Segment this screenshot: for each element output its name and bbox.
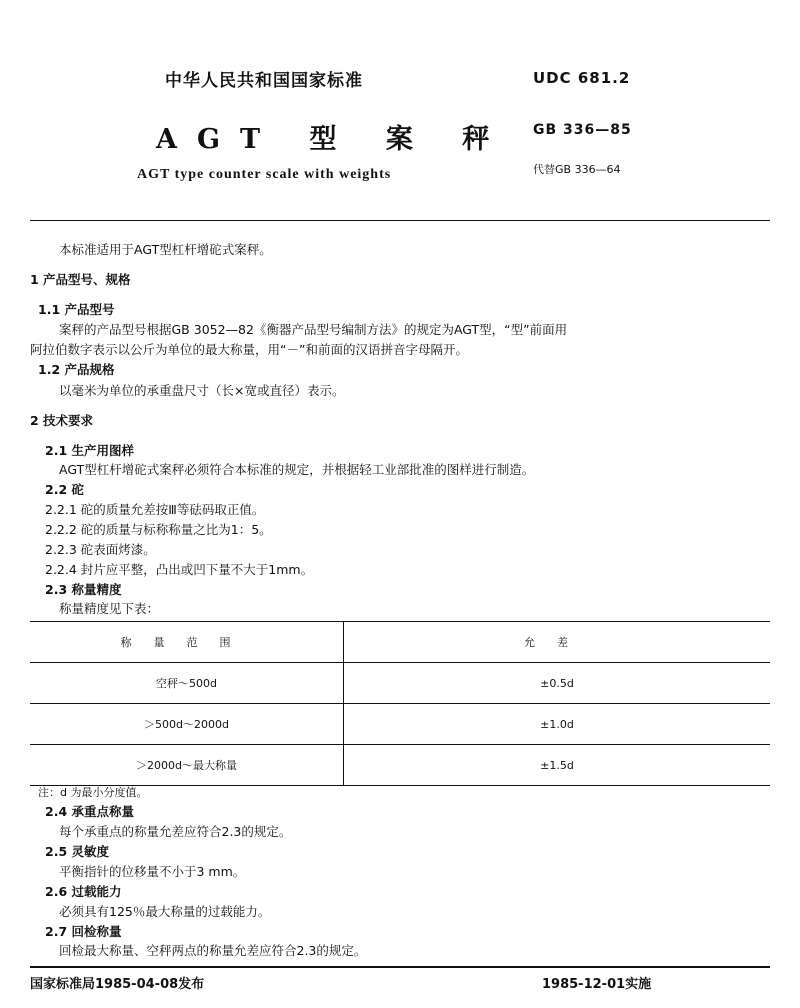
standard-name: 中华人民共和国国家标准 <box>165 71 363 91</box>
table-row <box>30 704 770 745</box>
section-1-1-text-cont: 阿拉伯数字表示以公斤为单位的最大称量，用“－”和前面的汉语拼音字母隔开。 <box>30 342 468 357</box>
section-2-3-heading: 2.3 称量精度 <box>45 582 122 597</box>
table-cell-tolerance: ±1.5d <box>344 745 771 786</box>
section-1-heading: 1 产品型号、规格 <box>30 272 131 287</box>
section-2-3-text: 称量精度见下表： <box>59 601 160 616</box>
section-2-2-2: 2.2.2 砣的质量与标称称量之比为1：5。 <box>45 522 272 537</box>
footer-rule <box>30 966 770 968</box>
table-row <box>30 745 770 786</box>
table-cell-range: 空秤～500d <box>30 663 344 704</box>
section-2-1-heading: 2.1 生产用图样 <box>45 443 134 458</box>
header-rule <box>30 220 770 221</box>
table-header-range: 称量范围 <box>30 622 344 663</box>
section-2-2-1: 2.2.1 砣的质量允差按Ⅲ等砝码取正值。 <box>45 502 265 517</box>
section-1-2-heading: 1.2 产品规格 <box>38 362 115 377</box>
section-2-2-3: 2.2.3 砣表面烤漆。 <box>45 542 156 557</box>
table-cell-tolerance: ±1.0d <box>344 704 771 745</box>
document-title: AGT 型 案 秤 <box>156 124 510 155</box>
udc-code: UDC 681.2 <box>533 69 631 87</box>
section-2-7-heading: 2.7 回检称量 <box>45 924 122 939</box>
section-2-4-text: 每个承重点的称量允差应符合2.3的规定。 <box>59 824 292 839</box>
accuracy-table <box>30 621 770 786</box>
issue-date: 国家标准局1985-04-08发布 <box>30 977 205 992</box>
section-2-2-4: 2.2.4 封片应平整，凸出或凹下量不大于1mm。 <box>45 562 314 577</box>
section-2-1-text: AGT型杠杆增砣式案秤必须符合本标准的规定，并根据轻工业部批准的图样进行制造。 <box>59 462 535 477</box>
table-note: 注：d 为最小分度值。 <box>38 786 148 799</box>
table-cell-tolerance: ±0.5d <box>344 663 771 704</box>
english-title: AGT type counter scale with weights <box>137 167 392 182</box>
table-cell-range: ＞500d～2000d <box>30 704 344 745</box>
table-cell-range: ＞2000d～最大称量 <box>30 745 344 786</box>
table-header-tolerance: 允差 <box>344 622 771 663</box>
effective-date: 1985-12-01实施 <box>542 977 652 992</box>
section-2-5-heading: 2.5 灵敏度 <box>45 844 109 859</box>
section-2-2-heading: 2.2 砣 <box>45 482 84 497</box>
gb-number: GB 336—85 <box>533 122 632 138</box>
intro-text: 本标准适用于AGT型杠杆增砣式案秤。 <box>59 242 272 257</box>
table-row <box>30 663 770 704</box>
section-1-1-text: 案秤的产品型号根据GB 3052—82《衡器产品型号编制方法》的规定为AGT型，“型”前面用 <box>59 322 568 337</box>
section-1-2-text: 以毫米为单位的承重盘尺寸（长×宽或直径）表示。 <box>59 383 345 398</box>
section-2-6-text: 必须具有125％最大称量的过载能力。 <box>59 904 271 919</box>
section-2-5-text: 平衡指针的位移量不小于3 mm。 <box>59 864 246 879</box>
section-2-4-heading: 2.4 承重点称量 <box>45 804 134 819</box>
section-2-7-text: 回检最大称量、空秤两点的称量允差应符合2.3的规定。 <box>59 943 367 958</box>
section-2-6-heading: 2.6 过载能力 <box>45 884 122 899</box>
section-2-heading: 2 技术要求 <box>30 413 94 428</box>
section-1-1-heading: 1.1 产品型号 <box>38 302 115 317</box>
table-header-row <box>30 622 770 663</box>
replaces-note: 代替GB 336—64 <box>533 163 621 176</box>
